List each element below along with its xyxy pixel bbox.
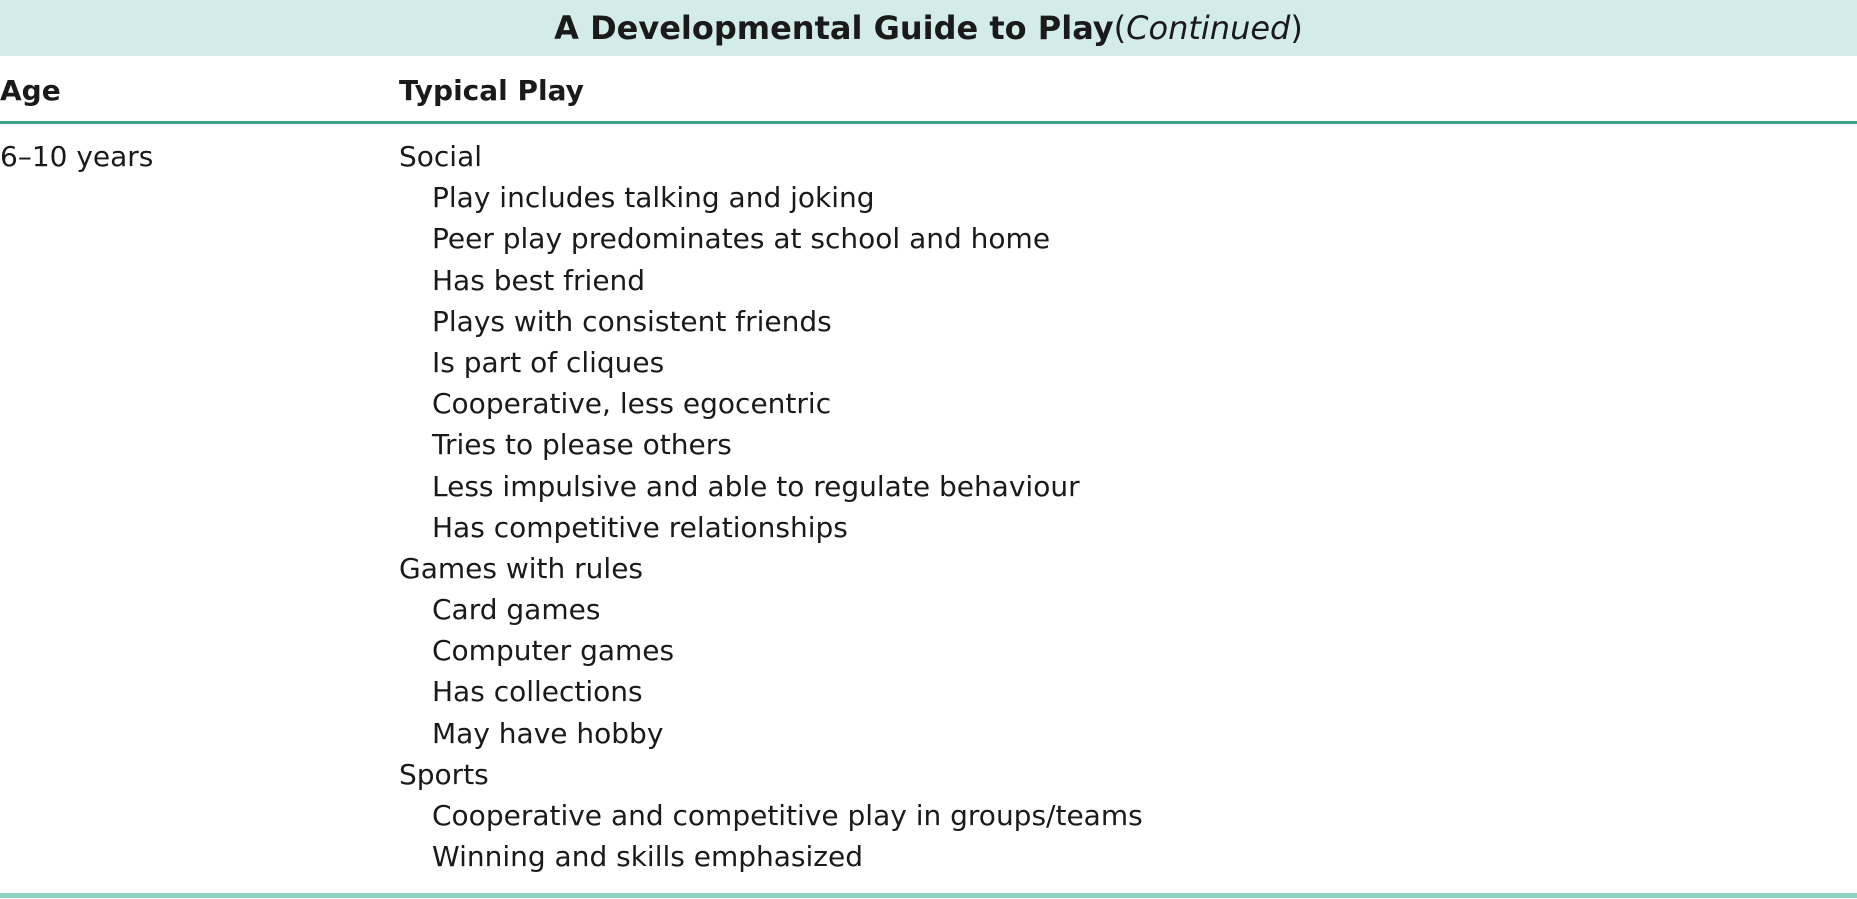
title-continued: Continued bbox=[1126, 9, 1291, 47]
title-close-paren: ) bbox=[1290, 9, 1303, 47]
table-title-band bbox=[0, 0, 1857, 56]
list-item: Less impulsive and able to regulate behaviour bbox=[432, 469, 1080, 503]
title-open-paren: ( bbox=[1113, 9, 1127, 47]
category-heading: Sports bbox=[399, 757, 489, 791]
list-item: Play includes talking and joking bbox=[432, 181, 875, 215]
header-divider bbox=[0, 121, 1857, 124]
list-item: Tries to please others bbox=[432, 428, 732, 462]
list-item: Has competitive relationships bbox=[432, 510, 848, 544]
list-item: Is part of cliques bbox=[432, 345, 665, 379]
typical-play-list bbox=[399, 136, 1143, 877]
list-item: Card games bbox=[432, 593, 601, 627]
category-heading: Games with rules bbox=[399, 551, 644, 585]
age-cell: 6–10 years bbox=[0, 140, 154, 173]
list-item: Has best friend bbox=[432, 263, 646, 297]
table-header-row bbox=[0, 56, 1857, 122]
list-item: Cooperative and competitive play in groups/teams bbox=[432, 799, 1143, 832]
list-item: Cooperative, less egocentric bbox=[432, 387, 832, 421]
list-item: Has collections bbox=[432, 675, 643, 709]
list-item: Peer play predominates at school and home bbox=[432, 222, 1051, 256]
category-heading: Social bbox=[399, 140, 483, 173]
list-item: May have hobby bbox=[432, 716, 664, 750]
list-item: Winning and skills emphasized bbox=[432, 840, 863, 874]
column-header-typical-play: Typical Play bbox=[399, 74, 584, 107]
list-item: Plays with consistent friends bbox=[432, 304, 832, 338]
column-header-age: Age bbox=[0, 74, 61, 107]
table-title: A Developmental Guide to Play bbox=[554, 9, 1114, 47]
bottom-divider bbox=[0, 893, 1857, 898]
list-item: Computer games bbox=[432, 634, 675, 668]
